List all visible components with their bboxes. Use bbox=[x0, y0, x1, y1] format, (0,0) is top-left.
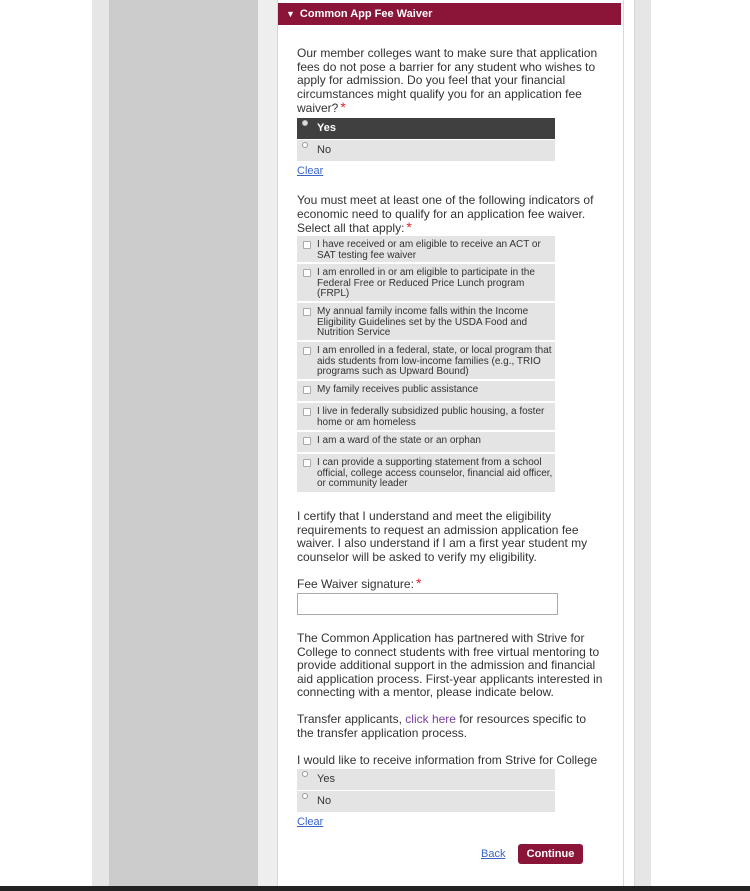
strive-question: I would like to receive information from Strive for College bbox=[297, 753, 598, 767]
option-label: Yes bbox=[317, 122, 336, 134]
checkbox-icon bbox=[303, 459, 311, 467]
strive-option-no[interactable] bbox=[297, 791, 555, 812]
checkbox-icon bbox=[303, 241, 311, 249]
right-gutter bbox=[634, 0, 651, 886]
checkbox-option[interactable] bbox=[297, 381, 555, 401]
outer-left-gutter bbox=[92, 0, 110, 886]
option-label: Yes bbox=[317, 773, 335, 785]
certify-text: I certify that I understand and meet the eligibility requirements to request an admission application fee waiver. I also understand if I am a first year student my counselor will be asked to verify my eligibility. bbox=[297, 509, 588, 564]
section-header[interactable] bbox=[278, 3, 621, 25]
checkbox-icon bbox=[303, 308, 311, 316]
triangle-down-icon: ▼ bbox=[286, 9, 295, 19]
clear-link[interactable]: Clear bbox=[297, 165, 324, 177]
radio-icon bbox=[302, 793, 308, 799]
checkbox-label: I am enrolled in or am eligible to participate in the Federal Free or Reduced Price Lunch program (FRPL) bbox=[317, 267, 535, 299]
checkbox-icon bbox=[303, 386, 311, 394]
checkbox-option[interactable] bbox=[297, 432, 555, 452]
signature-input[interactable] bbox=[297, 593, 558, 615]
checkbox-label: My family receives public assistance bbox=[317, 384, 479, 395]
bottom-bar bbox=[0, 886, 750, 891]
transfer-link[interactable]: click here bbox=[405, 712, 456, 726]
checkbox-label: I am a ward of the state or an orphan bbox=[317, 435, 481, 446]
checkbox-icon bbox=[303, 408, 311, 416]
fee-waiver-question: Our member colleges want to make sure that application fees do not pose a barrier for any student who wishes to apply for admission. Do you feel that your financial circumstances might qualify you for an application fee waiver? * bbox=[297, 46, 598, 115]
radio-icon bbox=[302, 771, 308, 777]
option-no[interactable] bbox=[297, 140, 555, 161]
required-asterisk: * bbox=[406, 219, 412, 235]
checkbox-option[interactable] bbox=[297, 342, 555, 379]
radio-icon bbox=[302, 142, 308, 148]
checkbox-label: I can provide a supporting statement from a school official, college access counselor, financial aid officer, or community leader bbox=[317, 457, 553, 489]
continue-button[interactable]: Continue bbox=[518, 844, 583, 864]
option-label: No bbox=[317, 144, 332, 156]
left-sidebar bbox=[109, 0, 258, 886]
sidebar-gap bbox=[258, 0, 277, 886]
checkbox-option[interactable] bbox=[297, 264, 555, 301]
option-label: No bbox=[317, 795, 332, 807]
checkbox-icon bbox=[303, 269, 311, 277]
signature-label: Fee Waiver signature: * bbox=[297, 575, 422, 591]
radio-icon bbox=[302, 120, 308, 126]
checkbox-label: I have received or am eligible to receive an ACT or SAT testing fee waiver bbox=[317, 239, 541, 261]
checkbox-label: I am enrolled in a federal, state, or local program that aids students from low-income families (e.g., TRIO programs such as Upward Bound) bbox=[317, 345, 552, 377]
transfer-text: Transfer applicants, click here for resources specific to the transfer application process. bbox=[297, 712, 587, 740]
required-asterisk: * bbox=[340, 99, 346, 115]
strive-text: The Common Application has partnered with Strive for College to connect students with free virtual mentoring to provide additional support in the admission and financial aid application process. First-year applicants interested in connecting with a mentor, please indicate below. bbox=[297, 631, 603, 699]
checkbox-option[interactable] bbox=[297, 403, 555, 430]
checkbox-icon bbox=[303, 347, 311, 355]
eligibility-question: You must meet at least one of the following indicators of economic need to qualify for an application fee waiver. Select all that apply: * bbox=[297, 193, 594, 235]
strive-clear-link[interactable]: Clear bbox=[297, 816, 324, 828]
checkbox-option[interactable] bbox=[297, 303, 555, 340]
checkbox-icon bbox=[303, 437, 311, 445]
section-title: Common App Fee Waiver bbox=[299, 8, 433, 20]
checkbox-option[interactable] bbox=[297, 236, 555, 262]
checkbox-label: My annual family income falls within the Income Eligibility Guidelines set by the USDA Food and Nutrition Service bbox=[317, 306, 529, 338]
required-asterisk: * bbox=[415, 575, 422, 591]
back-link[interactable]: Back bbox=[481, 848, 506, 860]
option-yes[interactable] bbox=[297, 118, 555, 139]
strive-option-yes[interactable] bbox=[297, 769, 555, 790]
checkbox-option[interactable] bbox=[297, 454, 555, 492]
checkbox-label: I live in federally subsidized public housing, a foster home or am homeless bbox=[317, 406, 545, 428]
